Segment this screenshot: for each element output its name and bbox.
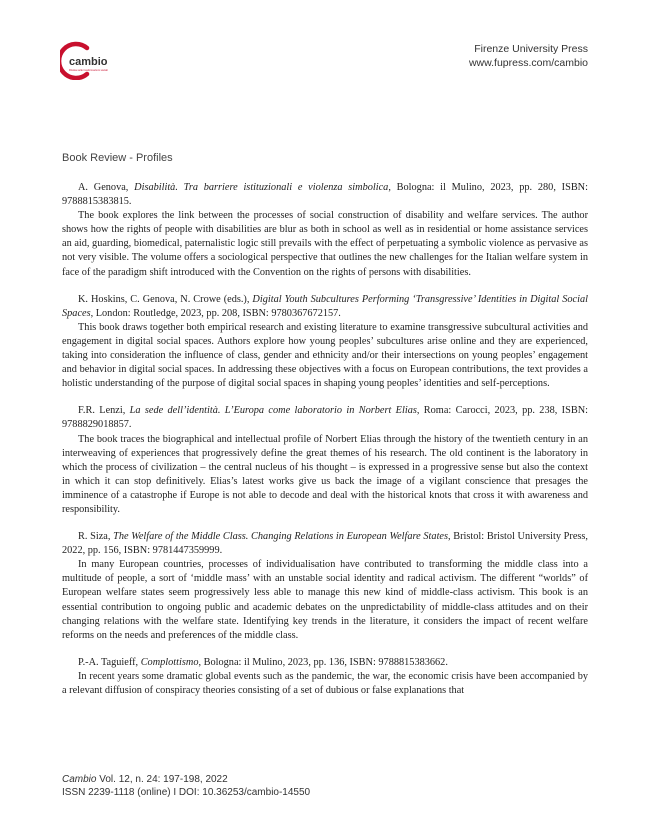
section-label: Book Review - Profiles [62, 152, 173, 164]
journal-name: Cambio [62, 774, 97, 785]
review-entry [62, 530, 588, 643]
review-entry [62, 293, 588, 392]
footer-issn-doi: ISSN 2239-1118 (online) I DOI: 10.36253/cambio-14550 [62, 787, 311, 798]
review-citation: K. Hoskins, C. Genova, N. Crowe (eds.), Digital Youth Subcultures Performing ‘Transgressive’ Identities in Digital Social Spaces, London: Routledge, 2023, pp. 208, ISBN: 9780367672157. [62, 293, 589, 319]
review-citation: A. Genova, Disabilità. Tra barriere istituzionali e violenza simbolica, Bologna: il Mulino, 2023, pp. 280, ISBN: 9788815383815. [62, 182, 588, 208]
logo-wordmark: cambio [69, 56, 108, 68]
book-title: La sede dell’identità. L’Europa come laboratorio in Norbert Elias [129, 405, 417, 417]
cambio-logo [60, 40, 116, 80]
book-title: Disabilità. Tra barriere istituzionali e violenza simbolica [134, 182, 389, 193]
review-body: The book traces the biographical and intellectual profile of Norbert Elias through the history of the twentieth century in an interweaving of experiences that progressively define the great themes of his research. The old continent is the laboratory in which the process of civilization – the central nucleus of his thought – is expressed in a progressive sense but also the context in which it can stop definitively. Elias’s latest works give us back the image of a vigilant conscience that presages the imminence of a catastrophe if Europe is not able to decode and deal with the historical knots that cross it with awareness and responsibility. [62, 433, 588, 515]
book-title: Digital Youth Subcultures Performing ‘Transgressive’ Identities in Digital Social Spaces [62, 293, 589, 319]
review-body: In recent years some dramatic global events such as the pandemic, the war, the economic crisis have been accompanied by a relevant diffusion of conspiracy theories consisting of a set of dubious or false explanations that [62, 670, 588, 696]
review-citation: P.-A. Taguieff, Complottismo, Bologna: il Mulino, 2023, pp. 136, ISBN: 9788815383662. [78, 656, 448, 668]
publisher-info [469, 42, 588, 70]
review-body: The book explores the link between the processes of social construction of disability and welfare services. The author shows how the rights of people with disabilities are blur as both in school as well as in residential or home assistance services an aid, guarding, biomedical, paternalistic logic still prevails with the effect of perpetuating a symbolic violence as pervasive as not very visible. The volume offers a sociological perspective that outlines the new challenges for the Italian welfare system in face of the paradigm shift introduced with the Convention on the rights of persons with disabilities. [62, 210, 588, 278]
journal-issue: Vol. 12, n. 24: 197-198, 2022 [96, 774, 228, 785]
review-citation: R. Siza, The Welfare of the Middle Class. Changing Relations in European Welfare States, Bristol: Bristol University Press, 2022, pp. 156, ISBN: 9781447359999. [62, 531, 588, 557]
book-title: The Welfare of the Middle Class. Changing Relations in European Welfare States [113, 531, 449, 543]
reviews-list [62, 181, 588, 711]
review-entry [62, 656, 588, 698]
review-entry [62, 181, 588, 280]
svg-text:Rivista sulle trasformazioni s: Rivista sulle trasformazioni sociali [69, 69, 108, 72]
review-entry [62, 404, 588, 517]
book-title: Complottismo [140, 656, 199, 668]
page-footer [62, 773, 310, 799]
publisher-url[interactable]: www.fupress.com/cambio [468, 57, 588, 69]
review-citation: F.R. Lenzi, La sede dell’identità. L’Europa come laboratorio in Norbert Elias, Roma: Carocci, 2023, pp. 238, ISBN: 9788829018857. [62, 405, 588, 431]
footer-citation [62, 773, 310, 786]
publisher-name: Firenze University Press [474, 43, 588, 55]
review-body: In many European countries, processes of individualisation have contributed to transforming the middle class into a multitude of people, a sort of ‘middle mass’ with an unstable social identity and radical activism. The different “worlds” of European welfare states seem progressively less able to manage this new kind of middle-class activism. This book is an essential contribution to ongoing public and academic debates on the unpredictability of middle-class attitudes and on their changing relations with the welfare state. Identifying key trends in the literature, it considers the impact of recent welfare reforms on the needs and preferences of the middle class. [62, 559, 588, 641]
review-body: This book draws together both empirical research and existing literature to examine transgressive subcultural activities and engagement in digital social spaces. Authors explore how young peoples’ subcultures arise online and they are experienced, taking into consideration the influence of class, gender and ethnicity and/or their intersections on young peoples’ engagement and behavior in digital social spaces. In addressing these objectives with a focus on European contributions, the text provides a holistic understanding of the purpose of digital social spaces in shaping young peoples’ identities and self-perceptions. [62, 321, 588, 390]
